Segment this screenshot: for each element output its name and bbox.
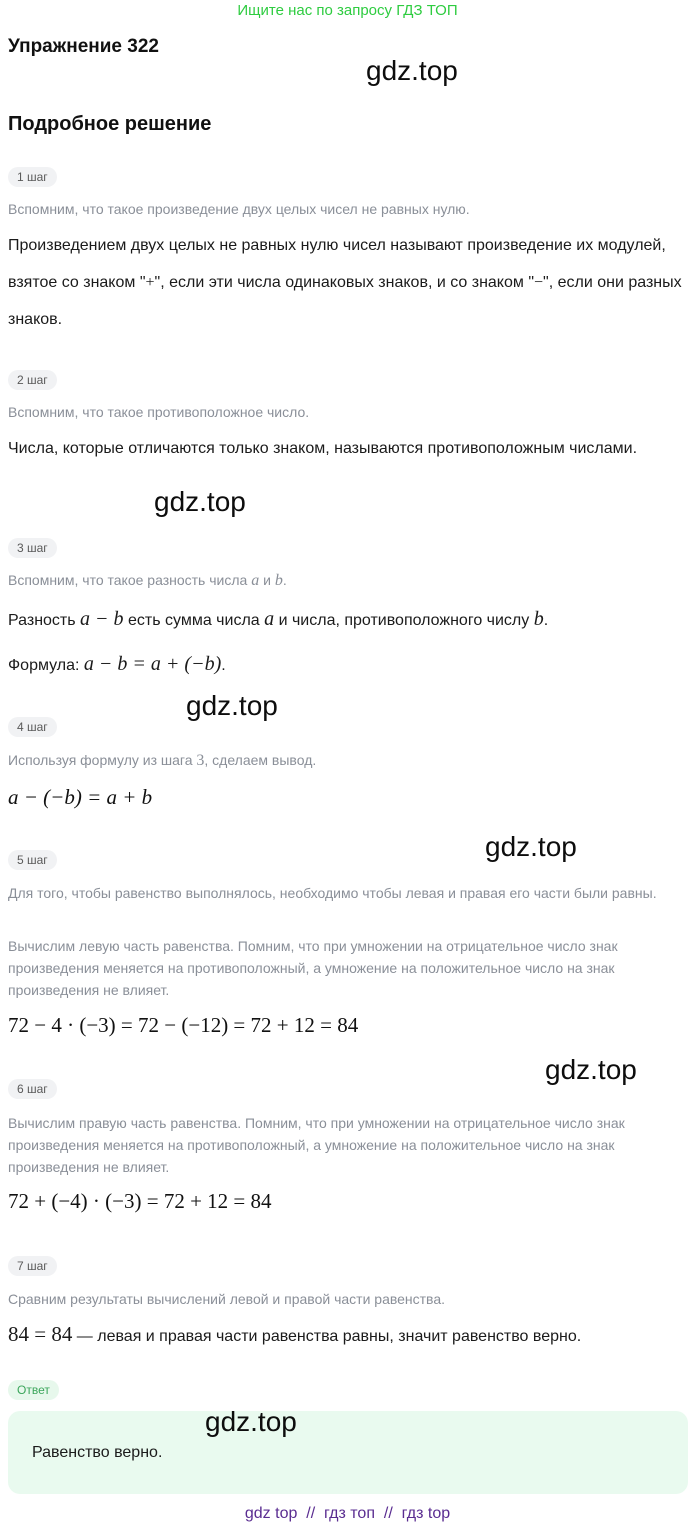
step-badge [8,1079,57,1099]
text-part: Произведением двух целых не равных нулю чисел называют произведение их модулей, взятое со знаком " [8,237,666,291]
step-badge-label: 1 шаг [8,167,57,187]
step-text: Числа, которые отличаются только знаком, называются противоположным числами. [8,440,638,457]
watermark: gdz.top [545,1054,637,1085]
text-part: . [221,657,226,674]
text-part: Разность [8,612,81,629]
step-badge-label: 4 шаг [8,717,57,737]
step-number: 3 [196,752,205,769]
step-badge-label: 3 шаг [8,538,57,558]
step-badge-label: 2 шаг [8,370,57,390]
formula: a − b = a + (−b) [83,653,222,675]
variable-a: a [264,608,275,630]
footer-links: gdz top // гдз топ // гдз top [244,1505,451,1522]
step-badge [8,370,57,390]
variable-b: b [533,608,544,630]
formula: 72 + (−4) · (−3) = 72 + 12 = 84 [8,1189,272,1213]
minus-sign: − [534,274,544,291]
text-part: и [259,572,275,588]
text-part: ", если эти числа одинаковых знаков, и со знаком " [154,274,535,291]
variable-a: a [251,572,260,589]
step-badge-label: 7 шаг [8,1256,57,1276]
text-part: и числа, противоположного числу [274,612,534,629]
step-badge [8,850,57,870]
search-banner: Ищите нас по запросу ГДЗ ТОП [237,2,458,19]
text-part: есть сумма числа [123,612,265,629]
formula-line [8,653,226,676]
text-part: , сделаем вывод. [204,752,317,768]
watermark: gdz.top [366,55,458,86]
page-title: Упражнение 322 [8,36,159,57]
formula-label: Формула: [8,657,84,674]
step-text [8,1322,581,1347]
answer-badge-label: Ответ [8,1380,59,1400]
step-badge [8,167,57,187]
step-badge [8,717,57,737]
variable-b: b [274,572,283,589]
watermark: gdz.top [154,486,246,517]
text-part: . [543,612,549,629]
step-badge-label: 6 шаг [8,1079,57,1099]
answer-text: Равенство верно. [32,1444,163,1461]
text-part: Вспомним, что такое разность числа [8,572,252,588]
solution-heading: Подробное решение [8,113,212,135]
formula: 72 − 4 · (−3) = 72 − (−12) = 72 + 12 = 84 [8,1013,359,1037]
step-hint [8,752,316,770]
step-badge-label: 5 шаг [8,850,57,870]
step-hint [8,572,287,590]
watermark: gdz.top [485,831,577,862]
text-part: . [282,572,287,588]
step-hint: Для того, чтобы равенство выполнялось, необходимо чтобы левая и правая его части были равны. [8,885,657,901]
plus-sign: + [145,274,155,291]
text-part: Используя формулу из шага [8,752,197,768]
difference-expression: a − b [80,608,124,630]
text-part: — левая и правая части равенства равны, значит равенство верно. [72,1328,582,1345]
watermark: gdz.top [186,690,278,721]
step-hint: Сравним результаты вычислений левой и правой части равенства. [8,1291,446,1307]
step-hint: Вычислим левую часть равенства. Помним, что при умножении на отрицательное число знак произведения меняется на противоположный, а умножение на положительное число на знак произведения не влияет. [8,938,618,998]
watermark: gdz.top [205,1406,297,1437]
step-text [8,608,548,631]
step-text [8,227,688,338]
step-hint: Вспомним, что такое произведение двух целых чисел не равных нулю. [8,201,470,217]
answer-badge [8,1380,59,1400]
step-badge [8,1256,57,1276]
step-hint: Вычислим правую часть равенства. Помним, что при умножении на отрицательное число знак произведения меняется на противоположный, а умножение на положительное число на знак произведения не влияет. [8,1115,625,1175]
step-badge [8,538,57,558]
step-hint: Вспомним, что такое противоположное число. [8,404,310,420]
formula: 84 = 84 [8,1322,73,1346]
formula: a − (−b) = a + b [8,785,153,809]
text-part: ", если они разных знаков. [8,274,682,328]
